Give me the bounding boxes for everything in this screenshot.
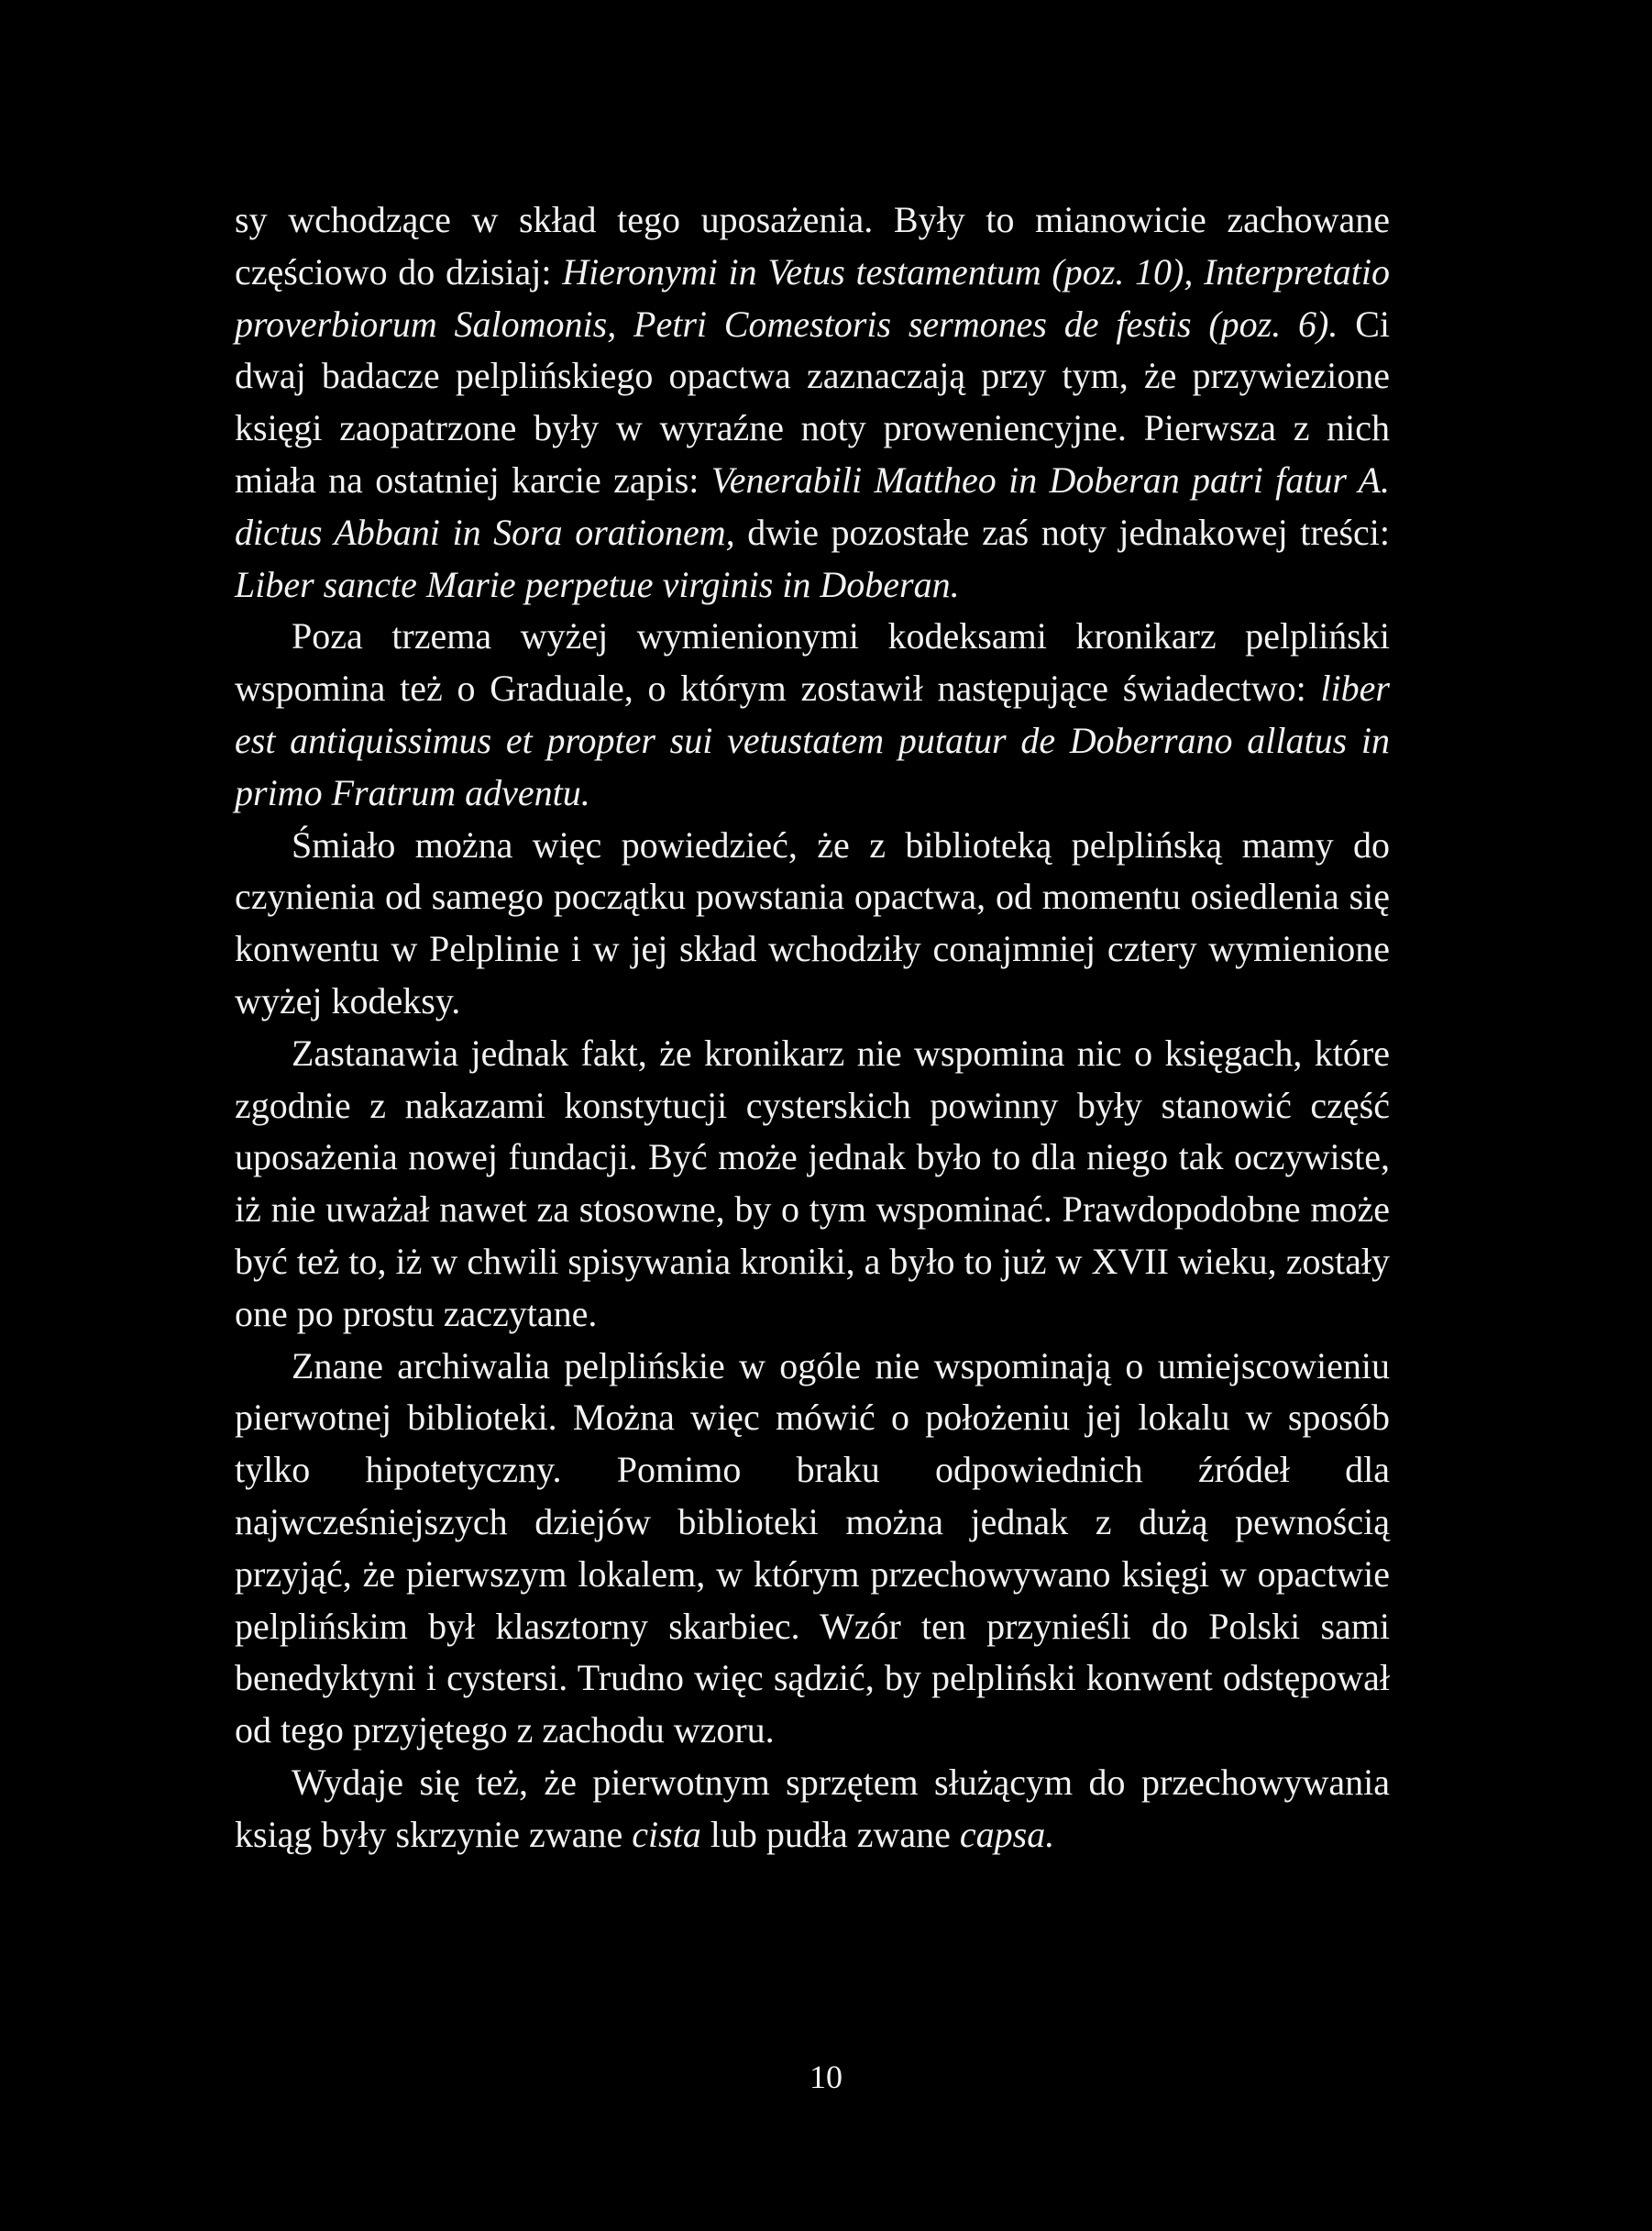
italic-segment: liber est antiquissimus et propter sui vetustatem putatur de Doberrano allatus in primo Fratrum adventu. (235, 668, 1390, 813)
italic-segment: Liber sancte Marie perpetue virginis in Doberan. (235, 563, 960, 605)
italic-segment: Hieronymi in Vetus testamentum (poz. 10), Interpretatio proverbiorum Salomonis, Petri Comestoris sermones de festis (poz. 6). (235, 250, 1390, 345)
text-segment: Ci dwaj badacze pelplińskiego opactwa zaznaczają przy tym, że przywiezione księgi zaopatrzone były w wyraźne noty proweniencyjne. Pierwsza z nich miała na ostatniej karcie zapis: (235, 303, 1390, 501)
page-body (235, 194, 1390, 1861)
paragraph-4 (235, 1028, 1390, 1341)
italic-segment: Venerabili Mattheo in Doberan patri fatur A. dictus Abbani in Sora orationem, (235, 458, 1390, 553)
text-segment: Zastanawia jednak fakt, że kronikarz nie wspomina nic o księgach, które zgodnie z nakazami konstytucji cysterskich powinny były stanowić część uposażenia nowej fundacji. Być może jednak było to dla niego tak oczywiste, iż nie uważał nawet za stosowne, by o tym wspominać. Prawdopodobne może być też to, iż w chwili spisywania kroniki, a było to już w XVII wieku, zostały one po prostu zaczytane. (235, 1032, 1390, 1334)
paragraph-6 (235, 1757, 1390, 1861)
text-segment: Wydaje się też, że pierwotnym sprzętem służącym do przechowywania ksiąg były skrzynie zwane (235, 1761, 1390, 1855)
text-segment: Znane archiwalia pelplińskie w ogóle nie wspominają o umiejscowieniu pierwotnej biblioteki. Można więc mówić o położeniu jej lokalu w sposób tylko hipotetyczny. Pomimo braku odpowiednich źródeł dla najwcześniejszych dziejów biblioteki można jednak z dużą pewnością przyjąć, że pierwszym lokalem, w którym przechowywano księgi w opactwie pelplińskim był klasztorny skarbiec. Wzór ten przynieśli do Polski sami benedyktyni i cystersi. Trudno więc sądzić, by pelpliński konwent odstępował od tego przyjętego z zachodu wzoru. (235, 1344, 1390, 1751)
page-number: 10 (809, 2059, 843, 2095)
italic-segment: cista (632, 1813, 701, 1855)
paragraph-1 (235, 194, 1390, 611)
paragraph-3 (235, 820, 1390, 1028)
text-segment: dwie pozostałe zaś noty jednakowej treści: (734, 511, 1391, 553)
text-segment: Poza trzema wyżej wymienionymi kodeksami kronikarz pelpliński wspomina też o Graduale, o którym zostawił następujące świadectwo: (235, 615, 1390, 710)
text-segment: lub pudła zwane (700, 1813, 960, 1855)
text-segment: sy wchodzące w skład tego uposażenia. Były to mianowicie zachowane częściowo do dzisiaj: (235, 199, 1390, 293)
paragraph-2 (235, 611, 1390, 819)
italic-segment: capsa. (959, 1813, 1055, 1855)
text-segment: Śmiało można więc powiedzieć, że z biblioteką pelplińską mamy do czynienia od samego początku powstania opactwa, od momentu osiedlenia się konwentu w Pelplinie i w jej skład wchodziły conajmniej cztery wymienione wyżej kodeksy. (235, 823, 1390, 1022)
paragraph-5 (235, 1341, 1390, 1757)
